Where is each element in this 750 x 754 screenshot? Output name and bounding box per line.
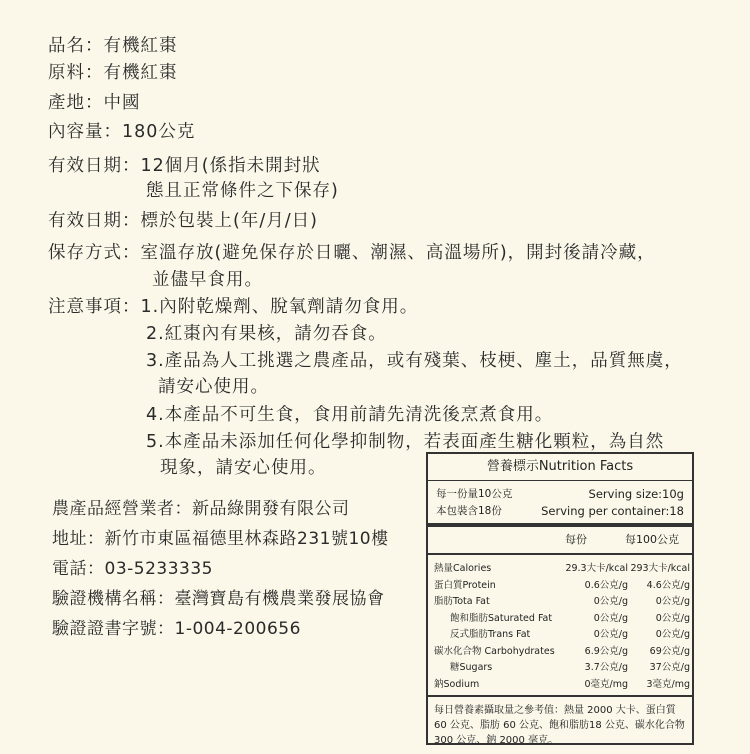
nutrient-label: 蛋白質Protein [434,579,496,591]
content-row [48,119,195,145]
nutrient-per-100g: 69公克/g [649,645,690,657]
nutrient-per-100g: 3毫克/mg [646,678,690,690]
origin-label: 產地： [48,93,104,113]
expiry-value: 標於包裝上(年/月/日) [140,211,318,231]
nutrient-per-serving: 6.9公克/g [584,645,628,657]
notes-row [48,294,418,320]
nutrient-label: 熱量Calories [434,563,492,574]
content-value: 180公克 [122,122,196,142]
nutrient-per-100g: 4.6公克/g [646,579,690,591]
serving-size-en: Serving size:10g [588,487,684,501]
note-item: 5.本產品未添加任何化學抑制物，若表面產生糖化顆粒，為自然 [146,432,665,452]
nutrient-per-serving: 0公克/g [593,596,628,607]
nutrient-per-serving: 0公克/g [593,629,628,640]
nutrition-row [428,677,692,694]
nutrition-row [428,644,692,661]
cert-no-text: 驗證證書字號：1-004-200656 [52,619,301,639]
nutrient-per-100g: 293大卡/kcal [630,563,690,574]
cert-org-text: 驗證機構名稱：臺灣寶島有機農業發展協會 [52,589,385,609]
storage-value-2: 並儘早食用。 [152,270,263,290]
shelf-label: 有效日期： [48,156,141,176]
note-item: 2.紅棗內有果核，請勿吞食。 [146,324,387,344]
note-item: 現象，請安心使用。 [160,458,327,478]
nutrition-footnote: 每日營養素攝取量之參考值：熱量 2000 大卡、蛋白質 60 公克、脂肪 60 公克、飽和脂肪18 公克、碳水化合物 300 公克、鈉 2000 毫克。 [434,705,685,746]
phone-text: 電話：03-5233335 [52,559,213,579]
nutrition-row [428,594,692,611]
note-item: 請安心使用。 [158,377,269,397]
ingredients-row [48,60,178,86]
operator-text: 農產品經營業者：新品綠開發有限公司 [52,499,350,519]
shelf-life-row [48,153,321,179]
notes-label: 注意事項： [48,297,141,317]
serving-info [428,481,692,527]
nutrition-row [428,578,692,595]
ingredients-label: 原料： [48,63,104,83]
nutrition-rows [428,555,692,697]
storage-value-1: 室溫存放(避免保存於日曬、潮濕、高溫場所)，開封後請冷藏， [140,243,656,263]
col-per-100g: 每100公克 [625,533,679,546]
content-label: 內容量： [48,122,122,142]
storage-row [48,240,656,266]
name-value: 有機紅棗 [103,36,178,56]
origin-value: 中國 [103,93,141,113]
shelf-value-1: 12個月(係指未開封狀 [140,156,321,176]
nutrient-label: 鈉Sodium [434,678,480,690]
nutrient-label: 反式脂肪Trans Fat [450,629,531,640]
nutrient-label: 碳水化合物 Carbohydrates [434,645,555,657]
nutrient-per-100g: 0公克/g [655,612,690,624]
nutrient-label: 飽和脂肪Saturated Fat [450,612,553,624]
nutrition-header [428,527,692,555]
nutrition-row [428,660,692,677]
nutrient-label: 脂肪Tota Fat [434,596,490,607]
expiry-label: 有效日期： [48,211,141,231]
shelf-value-2: 態且正常條件之下保存) [146,181,339,201]
nutrition-facts-panel [426,452,694,745]
nutrient-per-100g: 0公克/g [655,629,690,640]
serving-size-zh: 每一份量10公克 [436,488,513,500]
storage-label: 保存方式： [48,243,141,263]
nutrient-label: 糖Sugars [450,662,493,673]
note-item: 4.本產品不可生食，食用前請先清洗後烹煮食用。 [146,405,554,425]
per-pack-zh: 本包裝含18份 [436,505,502,517]
nutrient-per-serving: 29.3大卡/kcal [565,563,628,574]
expiry-row [48,208,318,234]
nutrient-per-serving: 0毫克/mg [584,678,628,690]
note-item: 3.產品為人工挑選之農產品，或有殘葉、枝梗、塵土，品質無虞， [146,351,683,371]
nutrition-row [428,627,692,644]
nutrient-per-serving: 3.7公克/g [584,662,628,673]
nutrition-title: 營養標示Nutrition Facts [428,454,692,481]
nutrition-row [428,561,692,578]
note-item: 1.內附乾燥劑、脫氧劑請勿食用。 [140,297,419,317]
nutrient-per-serving: 0公克/g [593,612,628,624]
col-per-serving: 每份 [565,533,587,546]
nutrient-per-serving: 0.6公克/g [584,579,628,591]
nutrition-row [428,611,692,628]
name-label: 品名： [48,36,104,56]
nutrient-per-100g: 0公克/g [655,596,690,607]
address-text: 地址：新竹市東區福德里林森路231號10樓 [52,529,389,549]
nutrient-per-100g: 37公克/g [649,662,690,673]
product-name-row [48,33,178,59]
per-pack-en: Serving per container:18 [541,504,684,518]
ingredients-value: 有機紅棗 [103,63,178,83]
origin-row [48,90,141,116]
